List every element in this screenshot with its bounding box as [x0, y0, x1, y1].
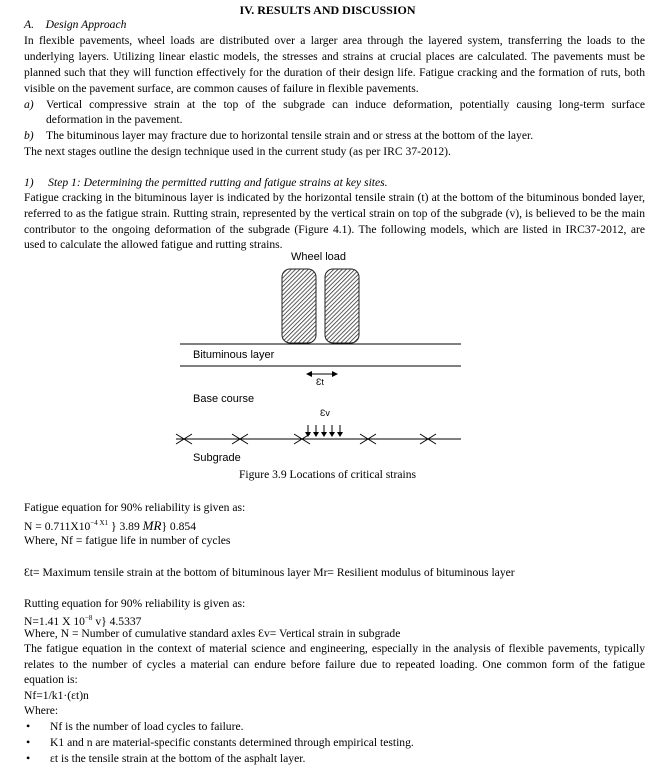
- fatigue-eq-part-a: N = 0.711X10: [24, 519, 91, 533]
- list-b-text: The bituminous layer may fracture due to horizontal tensile strain and or stress at the bottom of the layer.: [46, 129, 534, 142]
- step1-line-1: Fatigue cracking in the bituminous layer is indicated by the horizontal tensile strain (t) at the bottom of the bituminous bonded layer,: [24, 191, 645, 204]
- base-course-label: Base course: [193, 393, 255, 405]
- fatigue-eq-part-b: } 3.89: [108, 519, 143, 533]
- rutting-eq-part-b: v} 4.5337: [92, 614, 142, 628]
- subgrade-label: Subgrade: [193, 452, 241, 464]
- vertical-strain-label: Ɛv: [320, 408, 330, 418]
- step1-line-2: referred to as the fatigue strain. Rutting strain, represented by the vertical strain on top of the subgrade (v), is believed to be the main: [24, 207, 645, 220]
- bituminous-layer-label: Bituminous layer: [193, 349, 275, 361]
- vertical-strain-arrows: [305, 425, 343, 437]
- list-a-line-2: deformation in the pavement.: [46, 113, 183, 126]
- general-line-3: equation is:: [24, 673, 78, 686]
- bullet-item-1: Nf is the number of load cycles to failure.: [50, 720, 244, 733]
- intro-line-4: visible on the pavement surface, are common causes of failure in flexible pavements.: [24, 82, 419, 95]
- list-a-marker: a): [24, 98, 34, 111]
- general-line-1: The fatigue equation in the context of material science and engineering, especially in the analysis of flexible pavements, typically: [24, 642, 645, 655]
- bullet-dot-3: •: [26, 751, 31, 765]
- wheel-load-label: Wheel load: [291, 251, 347, 263]
- fatigue-eq-part-c: } 0.854: [161, 519, 197, 533]
- bullet-item-3: ɛt is the tensile strain at the bottom of the asphalt layer.: [50, 752, 306, 765]
- next-stages-text: The next stages outline the design technique used in the current study (as per IRC 37-2012).: [24, 145, 451, 158]
- step1-marker: 1): [24, 176, 34, 189]
- bullet-item-2: K1 and n are material-specific constants determined through empirical testing.: [50, 736, 414, 749]
- bullet-dot-1: •: [26, 719, 31, 733]
- fatigue-where: Where, Nf = fatigue life in number of cycles: [24, 534, 231, 547]
- rutting-intro: Rutting equation for 90% reliability is given as:: [24, 597, 246, 610]
- fatigue-eq-sup: −4 X1: [90, 519, 109, 527]
- rutting-eq-part-a: N=1.41 X 10: [24, 614, 85, 628]
- where-label: Where:: [24, 704, 59, 717]
- subsection-a-marker: A.: [24, 18, 34, 31]
- intro-line-1: In flexible pavements, wheel loads are distributed over a larger area through the layered system, transferring the loads to the: [24, 34, 645, 47]
- rutting-eq-sup: −8: [84, 614, 93, 622]
- step1-line-4: used to calculate the allowed fatigue and rutting strains.: [24, 238, 283, 251]
- list-a-line-1: Vertical compressive strain at the top of the subgrade can induce deformation, potentially causing long-term surface: [46, 98, 645, 111]
- fatigue-equation: [24, 516, 645, 534]
- fatigue-eq-mr: MR: [142, 517, 162, 533]
- figure-caption: Figure 3.9 Locations of critical strains: [238, 468, 417, 481]
- fatigue-eps-definition: Ɛt= Maximum tensile strain at the bottom of bituminous layer Mr= Resilient modulus of bituminous layer: [24, 566, 515, 579]
- section-heading: IV. RESULTS AND DISCUSSION: [239, 3, 416, 17]
- intro-line-2: underlying layers. Utilizing linear elastic models, the stresses and strains at crucial places are calculated. The pavements must be: [24, 50, 645, 63]
- intro-line-3: planned such that they will function effectively for the duration of their design life. Fatigue cracking and the formation of ruts, both: [24, 66, 645, 79]
- list-b-marker: b): [24, 129, 34, 142]
- fatigue-formula: Nf=1/k1·(ɛt)n: [24, 689, 89, 702]
- rutting-where: Where, N = Number of cumulative standard axles Ɛv= Vertical strain in subgrade: [24, 627, 401, 640]
- right-wheel: [325, 269, 359, 343]
- fatigue-intro: Fatigue equation for 90% reliability is given as:: [24, 501, 246, 514]
- tensile-strain-label: Ɛt: [316, 377, 324, 387]
- step1-line-3: contributor to the ongoing deformation of the subgrade (Figure 4.1). The following models, which are listed in IRC37-2012, are: [24, 223, 645, 236]
- general-line-2: relates to the number of cycles a material can endure before failure due to repeated loading. One common form of the fatigue: [24, 658, 645, 671]
- bullet-dot-2: •: [26, 735, 31, 749]
- step1-title: Step 1: Determining the permitted rutting and fatigue strains at key sites.: [48, 176, 388, 189]
- left-wheel: [282, 269, 316, 343]
- subsection-a-title: Design Approach: [45, 18, 127, 31]
